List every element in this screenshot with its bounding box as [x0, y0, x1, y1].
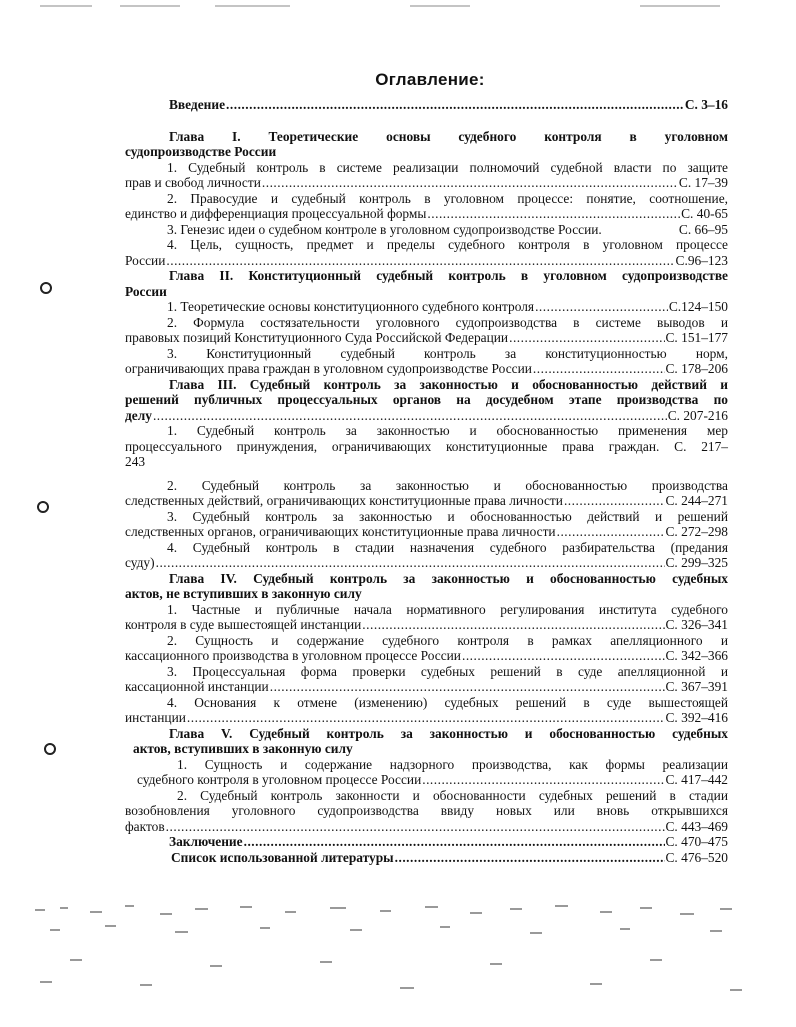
chapter4-item1-pages: С. 326–341: [665, 617, 728, 632]
chapter2-item2-line1: 2. Формула состязательности уголовного судопроизводства в системе выводов и: [167, 314, 728, 330]
leader-dots: [362, 617, 664, 633]
leader-dots: [187, 710, 665, 726]
chapter3-item2[interactable]: [125, 493, 728, 509]
chapter3-item3-line2: следственных органов, ограничивающих конституционные права личности: [125, 524, 556, 539]
chapter3-heading-line2: решений публичных процессуальных органов на досудебном этапе производства по: [125, 392, 728, 407]
chapter2-heading-line2: России: [125, 283, 167, 299]
leader-dots: [535, 299, 668, 315]
chapter1-heading-line2: судопроизводстве России: [125, 144, 277, 159]
chapter3-item3-line1: 3. Судебный контроль за законностью и обоснованностью действий и решений: [167, 508, 728, 524]
chapter1-item2-line1: 2. Правосудие и судебный контроль в уголовном процессе: понятие, соотношение,: [167, 190, 728, 206]
leader-dots: [533, 361, 665, 377]
chapter3-heading[interactable]: [125, 408, 728, 424]
chapter3-item2-pages: С. 244–271: [665, 493, 728, 508]
chapter3-item2-line2: следственных действий, ограничивающих конституционные права личности: [125, 493, 563, 508]
chapter5-item2-line1: 2. Судебный контроль законности и обоснованности судебных решений в стадии: [177, 787, 728, 803]
chapter4-item3-line2: кассационной инстанции: [125, 679, 269, 694]
chapter4-item4[interactable]: [125, 710, 728, 726]
leader-dots: [427, 206, 680, 222]
chapter2-item2-pages: С. 151–177: [665, 330, 728, 345]
chapter3-heading-pages: С. 207-216: [667, 407, 728, 423]
chapter4-item3-line1: 3. Процессуальная форма проверки судебных решений в суде апелляционной и: [167, 663, 728, 679]
chapter5-item1-line1: 1. Сущность и содержание надзорного производства, как формы реализации: [177, 756, 728, 772]
chapter3-item3[interactable]: [125, 524, 728, 540]
chapter2-item3[interactable]: [125, 361, 728, 377]
chapter3-item4[interactable]: [125, 555, 728, 571]
chapter2-item3-line2: ограничивающих права граждан в уголовном судопроизводстве России: [125, 361, 532, 376]
chapter1-heading-cont: [125, 144, 728, 160]
chapter2-item2[interactable]: [125, 330, 728, 346]
chapter1-item3-pages: С. 66–95: [678, 221, 728, 237]
punch-hole-mark: [37, 501, 49, 513]
chapter4-item1[interactable]: [125, 617, 728, 633]
scan-noise: [30, 900, 770, 1020]
toc-conclusion-label: Заключение: [169, 834, 243, 849]
chapter3-heading-line3: делу: [125, 407, 152, 423]
chapter4-item2-line2: кассационного производства в уголовном процессе России: [125, 648, 461, 663]
toc-bibliography-pages: С. 476–520: [665, 849, 728, 865]
chapter2-item1[interactable]: [125, 299, 728, 315]
chapter5-item2[interactable]: [125, 819, 728, 835]
toc-conclusion[interactable]: [125, 834, 728, 850]
leader-dots: [270, 679, 665, 695]
chapter3-item4-line1: 4. Судебный контроль в стадии назначения судебного разбирательства (предания: [167, 539, 728, 555]
chapter3-item4-pages: С. 299–325: [665, 555, 728, 570]
table-of-contents: [125, 97, 728, 865]
chapter4-item4-pages: С. 392–416: [665, 710, 728, 725]
leader-dots: [564, 493, 665, 509]
leader-dots: [462, 648, 665, 664]
scan-top-edge: [0, 0, 796, 18]
chapter1-item4-line1: 4. Цель, сущность, предмет и пределы судебного контроля в уголовном процессе: [167, 237, 728, 252]
punch-hole-mark: [44, 743, 56, 755]
toc-intro[interactable]: [125, 97, 728, 113]
toc-intro-pages: С. 3–16: [684, 97, 728, 112]
chapter4-item3[interactable]: [125, 679, 728, 695]
leader-dots: [262, 175, 678, 191]
chapter4-heading-line2: актов, не вступивших в законную силу: [125, 586, 362, 601]
leader-dots: [509, 330, 664, 346]
chapter4-item4-line1: 4. Основания к отмене (изменению) судебных решений в суде вышестоящей: [167, 694, 728, 710]
chapter3-item1-line2: процессуального принуждения, ограничивающих конституционные права граждан. С. 217–: [125, 438, 728, 454]
chapter1-item1-line2: прав и свобод личности: [125, 175, 261, 190]
chapter4-item3-pages: С. 367–391: [665, 679, 728, 694]
chapter1-item4-pages: С.96–123: [675, 252, 728, 268]
chapter1-item2-line2: единство и дифференциация процессуальной формы: [125, 206, 427, 221]
chapter3-heading-line1[interactable]: Глава III. Судебный контроль за законностью и обоснованностью действий и: [169, 376, 728, 392]
chapter4-item2[interactable]: [125, 648, 728, 664]
chapter3-item2-line1: 2. Судебный контроль за законностью и обоснованностью производства: [167, 477, 728, 493]
chapter3-item4-line2: суду): [125, 555, 155, 570]
leader-dots: [422, 772, 664, 788]
chapter2-heading-cont: [125, 284, 728, 300]
chapter5-item1-line2: судебного контроля в уголовном процессе России: [137, 772, 422, 787]
chapter5-item2-line2: возобновления уголовного судопроизводства ввиду новых или вновь открывшихся: [125, 803, 728, 818]
chapter2-heading[interactable]: [125, 268, 728, 284]
leader-dots: [226, 97, 684, 113]
chapter1-item4[interactable]: [125, 253, 728, 269]
chapter1-item2[interactable]: [125, 206, 728, 222]
chapter2-heading-line1: Глава II. Конституционный судебный контроль в уголовном судопроизводстве: [169, 268, 728, 283]
toc-intro-label: Введение: [169, 97, 226, 112]
chapter2-item1-pages: С.124–150: [668, 299, 728, 314]
chapter4-item1-line2: контроля в суде вышестоящей инстанции: [125, 617, 362, 632]
chapter4-item1-line1: 1. Частные и публичные начала нормативного регулирования института судебного: [167, 601, 728, 617]
chapter5-item2-pages: С. 443–469: [665, 818, 728, 834]
chapter1-item1-pages: С. 17–39: [678, 175, 728, 190]
chapter1-heading-line1: Глава I. Теоретические основы судебного контроля в уголовном: [169, 128, 728, 144]
page-title: Оглавление:: [375, 70, 485, 89]
chapter3-item1-line1[interactable]: 1. Судебный контроль за законностью и обоснованностью применения мер: [167, 423, 728, 438]
chapter4-heading-line1[interactable]: Глава IV. Судебный контроль за законностью и обоснованностью судебных: [169, 570, 728, 586]
chapter1-item3-text: 3. Генезис идеи о судебном контроле в уголовном судопроизводстве России.: [167, 221, 602, 237]
toc-conclusion-pages: С. 470–475: [665, 834, 728, 849]
chapter2-item3-pages: С. 178–206: [665, 361, 728, 376]
chapter1-item4-line2: России: [125, 252, 166, 268]
chapter1-item1-line1: 1. Судебный контроль в системе реализации полномочий судебной власти по защите: [167, 159, 728, 175]
chapter5-heading-line2: актов, вступивших в законную силу: [133, 741, 353, 756]
chapter3-item3-pages: С. 272–298: [665, 524, 728, 539]
leader-dots: [153, 408, 667, 424]
chapter2-item3-line1: 3. Конституционный судебный контроль за конституционностью норм,: [167, 345, 728, 361]
chapter5-item1[interactable]: [125, 772, 728, 788]
toc-bibliography-label: Список использованной литературы: [171, 849, 394, 865]
chapter4-item4-line2: инстанции: [125, 710, 186, 725]
chapter2-item1-text: 1. Теоретические основы конституционного судебного контроля: [167, 299, 535, 314]
chapter1-heading[interactable]: [125, 129, 728, 145]
chapter1-item3[interactable]: [125, 222, 728, 238]
leader-dots: [395, 850, 665, 866]
chapter2-item2-line2: правовых позиций Конституционного Суда Российской Федерации: [125, 330, 509, 345]
chapter5-item2-line3: фактов: [125, 818, 165, 834]
chapter1-item2-pages: С. 40-65: [681, 206, 728, 221]
chapter5-heading-line1[interactable]: Глава V. Судебный контроль за законностью и обоснованностью судебных: [169, 725, 728, 741]
chapter5-item1-pages: С. 417–442: [665, 772, 728, 787]
chapter4-item2-pages: С. 342–366: [665, 648, 728, 663]
leader-dots: [244, 834, 665, 850]
leader-dots: [166, 819, 665, 835]
leader-dots: [156, 555, 665, 571]
chapter1-item1[interactable]: [125, 175, 728, 191]
leader-dots: [166, 253, 674, 269]
leader-dots: [557, 524, 665, 540]
chapter4-item2-line1: 2. Сущность и содержание судебного контроля в рамках апелляционного и: [167, 632, 728, 648]
punch-hole-mark: [40, 282, 52, 294]
chapter3-item1-line3: 243: [125, 454, 146, 469]
toc-bibliography[interactable]: [125, 850, 728, 866]
